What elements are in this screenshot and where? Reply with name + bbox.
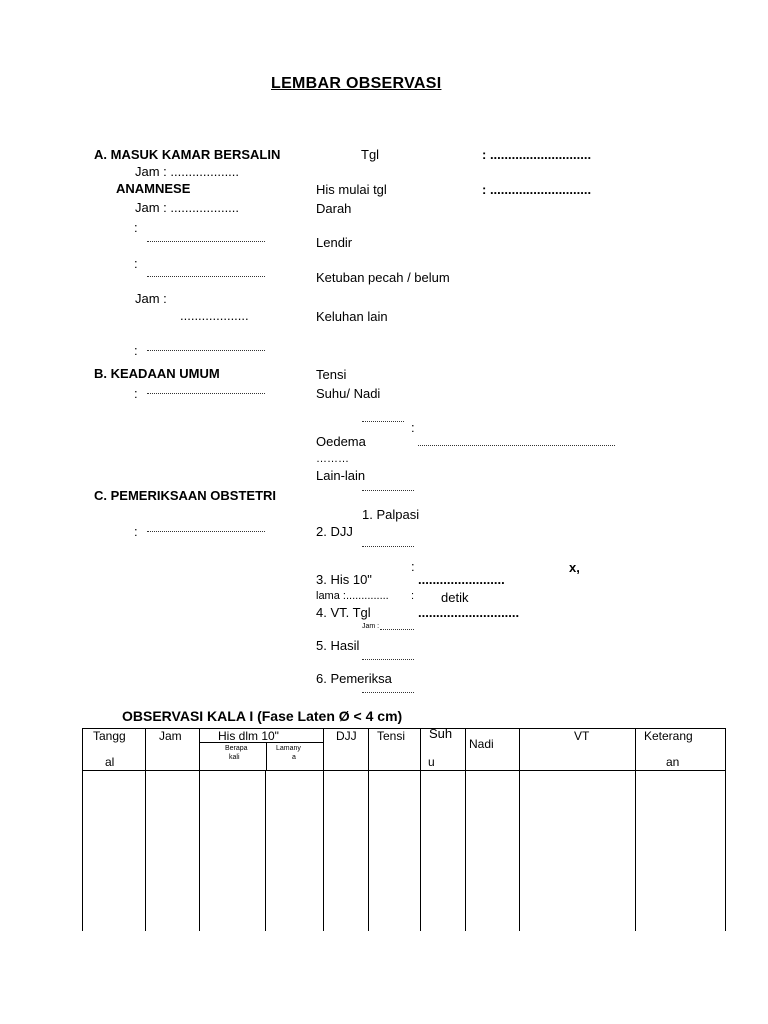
header-vt-label: VT — [574, 729, 590, 743]
header-jam — [146, 729, 200, 771]
tensi-label: Tensi — [316, 367, 347, 382]
header-keterangan — [636, 729, 726, 771]
header-suhu-line1: Suh — [429, 726, 453, 741]
header-jam-label: Jam — [159, 729, 182, 743]
observasi-heading: OBSERVASI KALA I (Fase Laten Ø < 4 cm) — [122, 708, 403, 724]
darah-label: Darah — [316, 201, 352, 216]
cell-nadi[interactable] — [466, 771, 520, 931]
cell-tensi[interactable] — [369, 771, 421, 931]
tgl-value[interactable]: : ............................ — [482, 147, 592, 162]
header-djj-label: DJJ — [336, 729, 357, 743]
header-tanggal — [83, 729, 146, 771]
djj-dotline[interactable] — [362, 546, 414, 547]
header-keterangan-line1: Keterang — [644, 729, 693, 743]
keluhan-label: Keluhan lain — [316, 309, 388, 324]
cell-vt[interactable] — [520, 771, 636, 931]
djj-label: 2. DJJ — [316, 524, 353, 539]
section-a-heading: A. MASUK KAMAR BERSALIN — [94, 147, 281, 162]
vt-jam-label: Jam : — [362, 623, 380, 630]
observation-table — [82, 728, 726, 931]
keluhan-dotline[interactable] — [147, 350, 265, 351]
header-tanggal-line1: Tangg — [93, 729, 126, 743]
hasil-dotline[interactable] — [362, 659, 414, 660]
header-his — [200, 729, 324, 771]
jam-field-2[interactable]: Jam : ................... — [135, 200, 240, 215]
header-berapa-line2: kali — [229, 754, 240, 761]
hasil-label: 5. Hasil — [316, 638, 360, 653]
header-suhu — [421, 726, 466, 771]
cell-berapa-kali[interactable] — [200, 771, 266, 931]
header-vt — [520, 729, 636, 771]
cell-keterangan[interactable] — [636, 771, 726, 931]
section-b-heading: B. KEADAAN UMUM — [94, 366, 220, 381]
oedema-dotline[interactable] — [418, 445, 615, 446]
tgl-label: Tgl — [361, 147, 380, 162]
lendir-dotline[interactable] — [147, 276, 265, 277]
oedema-dots: ……… — [316, 453, 349, 465]
darah-colon: : — [134, 220, 138, 235]
header-suhu-line2: u — [428, 755, 435, 769]
header-tensi-label: Tensi — [377, 729, 406, 743]
x-mark: x, — [569, 560, 580, 575]
header-djj — [324, 729, 369, 771]
header-lamanya-line2: a — [292, 754, 296, 761]
table-header-row — [83, 729, 726, 771]
cell-djj[interactable] — [324, 771, 369, 931]
pemeriksa-label: 6. Pemeriksa — [316, 671, 392, 686]
header-nadi-label: Nadi — [469, 737, 494, 751]
lain-lain-dotline[interactable] — [362, 490, 414, 491]
palpasi-dotline[interactable] — [147, 531, 265, 532]
lama-field[interactable]: lama :.............. — [316, 590, 389, 602]
jam-field-3: Jam : — [135, 291, 167, 306]
his10-label: 3. His 10" — [316, 572, 372, 587]
ketuban-label: Ketuban pecah / belum — [316, 270, 450, 285]
header-lamanya-line1: Lamany — [276, 745, 301, 752]
suhu-dotline[interactable] — [362, 421, 404, 422]
djj-colon: : — [411, 559, 415, 574]
tensi-dotline[interactable] — [147, 393, 265, 394]
cell-tanggal[interactable] — [83, 771, 146, 931]
pemeriksa-dotline[interactable] — [362, 692, 414, 693]
oedema-label: Oedema — [316, 434, 366, 449]
lain-lain-label: Lain-lain — [316, 468, 366, 483]
darah-dotline[interactable] — [147, 241, 265, 242]
jam-field-1[interactable]: Jam : ................... — [135, 164, 240, 179]
header-his-label: His dlm 10" — [218, 729, 279, 743]
vt-label: 4. VT. Tgl — [316, 605, 371, 620]
his-label: His mulai tgl — [316, 182, 387, 197]
palpasi-label: 1. Palpasi — [362, 507, 420, 522]
detik-label: detik — [441, 590, 469, 605]
header-nadi — [466, 729, 520, 771]
vt-jam-dotline[interactable] — [380, 629, 414, 630]
cell-jam[interactable] — [146, 771, 200, 931]
lendir-label: Lendir — [316, 235, 353, 250]
tensi-colon: : — [134, 386, 138, 401]
his10-dots[interactable]: ........................ — [418, 572, 505, 587]
lendir-colon: : — [134, 256, 138, 271]
header-keterangan-line2: an — [666, 755, 680, 769]
cell-suhu[interactable] — [421, 771, 466, 931]
suhu-colon: : — [411, 420, 415, 435]
his-value[interactable]: : ............................ — [482, 182, 592, 197]
vt-dots[interactable]: ............................ — [418, 605, 520, 620]
keluhan-colon: : — [134, 343, 138, 358]
header-tensi — [369, 729, 421, 771]
cell-lamanya[interactable] — [266, 771, 324, 931]
page-title: LEMBAR OBSERVASI — [271, 75, 442, 92]
jam-field-3-dots[interactable]: ................... — [180, 308, 249, 323]
suhu-nadi-label: Suhu/ Nadi — [316, 386, 381, 401]
section-c-heading: C. PEMERIKSAAN OBSTETRI — [94, 488, 277, 503]
anamnese-heading: ANAMNESE — [116, 181, 191, 196]
palpasi-colon: : — [134, 524, 138, 539]
header-berapa-line1: Berapa — [225, 745, 248, 752]
table-row — [83, 771, 726, 931]
header-tanggal-line2: al — [105, 755, 115, 769]
lama-colon: : — [411, 590, 415, 602]
